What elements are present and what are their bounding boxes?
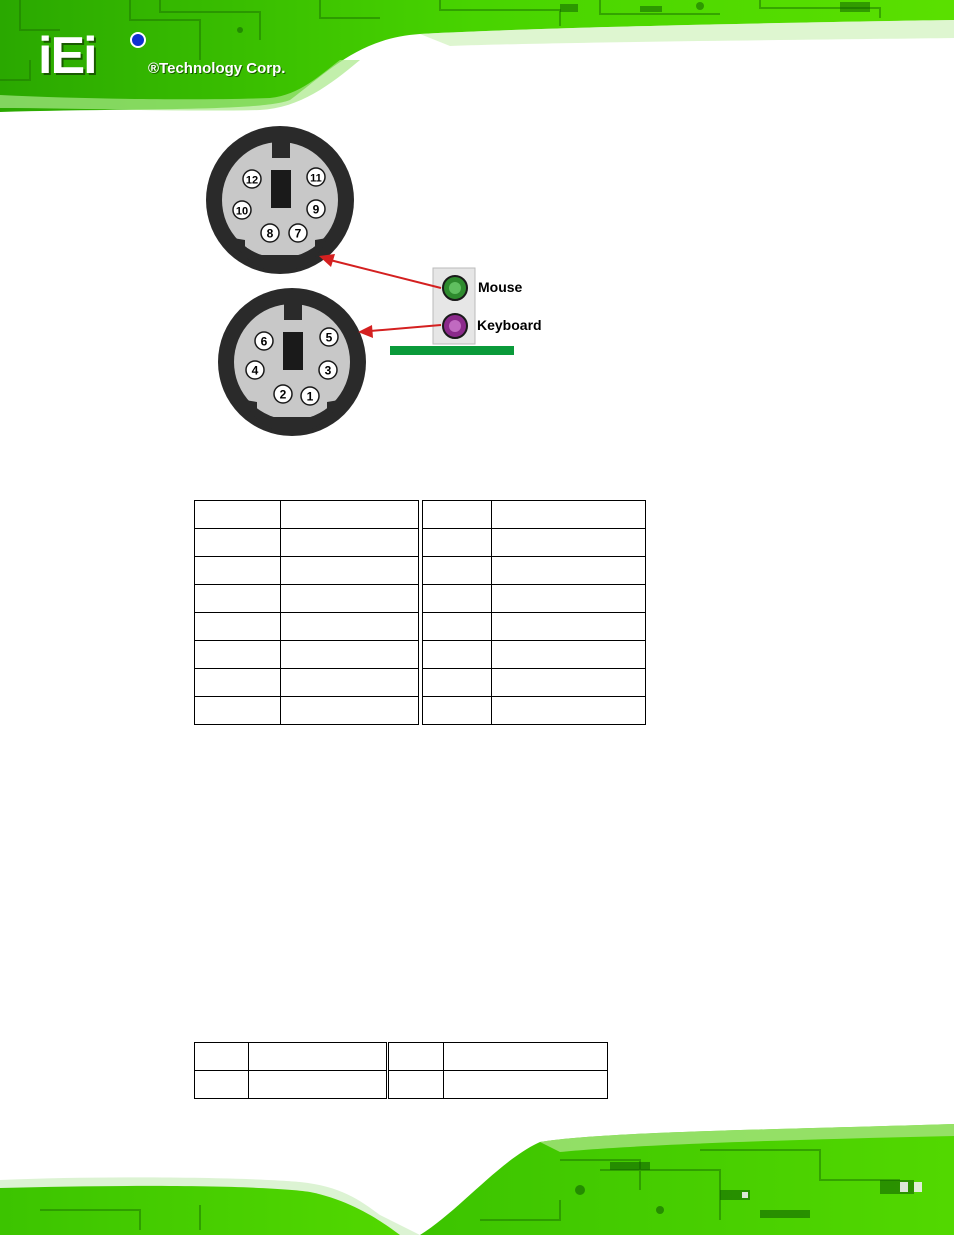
table-cell	[195, 501, 281, 529]
keyboard-pin-label: 1	[306, 389, 314, 404]
logo-mark: iEi	[38, 27, 96, 85]
table-cell	[491, 585, 645, 613]
table-cell	[491, 529, 645, 557]
table-cell	[281, 613, 419, 641]
table-cell	[423, 501, 491, 529]
keyboard-label: Keyboard	[477, 317, 542, 333]
table-cell	[281, 669, 419, 697]
logo-company-name: ®Technology Corp.	[148, 60, 286, 77]
table-cell	[281, 529, 419, 557]
table-cell	[491, 697, 645, 725]
keyboard-pin-label: 2	[279, 387, 287, 402]
ps2-connector-diagram	[195, 120, 575, 440]
table-cell	[281, 557, 419, 585]
mouse-pin-label: 9	[312, 202, 320, 217]
circuit-board-footer	[0, 1120, 954, 1235]
table-cell	[281, 501, 419, 529]
keyboard-pin-label: 5	[325, 330, 333, 345]
table-cell	[281, 585, 419, 613]
keyboard-pin-label: 6	[260, 334, 268, 349]
keyboard-pin-label: 3	[324, 363, 332, 378]
mouse-label: Mouse	[478, 279, 523, 295]
board-edge	[390, 346, 514, 355]
mouse-pin-label: 7	[294, 226, 302, 241]
table-cell	[389, 1043, 443, 1071]
keyboard-connector	[218, 288, 366, 436]
table-cell	[423, 669, 491, 697]
mouse-pin-label: 8	[266, 226, 274, 241]
table-cell	[195, 641, 281, 669]
table-cell	[195, 697, 281, 725]
table-cell	[491, 613, 645, 641]
table-cell	[491, 501, 645, 529]
mouse-pin-label: 11	[310, 172, 322, 185]
table-cell	[423, 641, 491, 669]
table-cell	[195, 613, 281, 641]
table-row	[195, 557, 646, 585]
table-cell	[423, 585, 491, 613]
mouse-arrow	[330, 260, 441, 288]
table-row	[195, 669, 646, 697]
table-cell	[281, 697, 419, 725]
table-cell	[195, 669, 281, 697]
table-cell	[423, 613, 491, 641]
pinout-table-2	[194, 1042, 608, 1099]
mouse-pin-label: 12	[245, 174, 259, 187]
keyboard-pin-label: 4	[251, 363, 259, 378]
mouse-connector	[206, 126, 354, 274]
table-cell	[195, 1043, 249, 1071]
table-cell	[249, 1071, 387, 1099]
table-cell	[195, 529, 281, 557]
table-cell	[195, 1071, 249, 1099]
table-cell	[423, 529, 491, 557]
table-row	[195, 641, 646, 669]
table-cell	[491, 641, 645, 669]
table-row	[195, 529, 646, 557]
table-cell	[389, 1071, 443, 1099]
table-cell	[491, 557, 645, 585]
table-cell	[249, 1043, 387, 1071]
page-header	[0, 0, 954, 115]
table-row	[195, 585, 646, 613]
table-cell	[281, 641, 419, 669]
table-row	[195, 501, 646, 529]
table-cell	[443, 1071, 607, 1099]
table-row	[195, 1071, 608, 1099]
table-row	[195, 613, 646, 641]
page-footer	[0, 1120, 954, 1235]
table-cell	[491, 669, 645, 697]
table-cell	[195, 557, 281, 585]
keyboard-arrow	[370, 325, 441, 331]
mouse-pin-label: 10	[235, 205, 249, 218]
table-cell	[423, 557, 491, 585]
table-cell	[195, 585, 281, 613]
company-logo	[38, 27, 338, 90]
pinout-table	[194, 500, 646, 725]
table-row	[195, 1043, 608, 1071]
table-cell	[423, 697, 491, 725]
table-cell	[443, 1043, 607, 1071]
table-row	[195, 697, 646, 725]
logo-dot-icon	[130, 32, 146, 48]
